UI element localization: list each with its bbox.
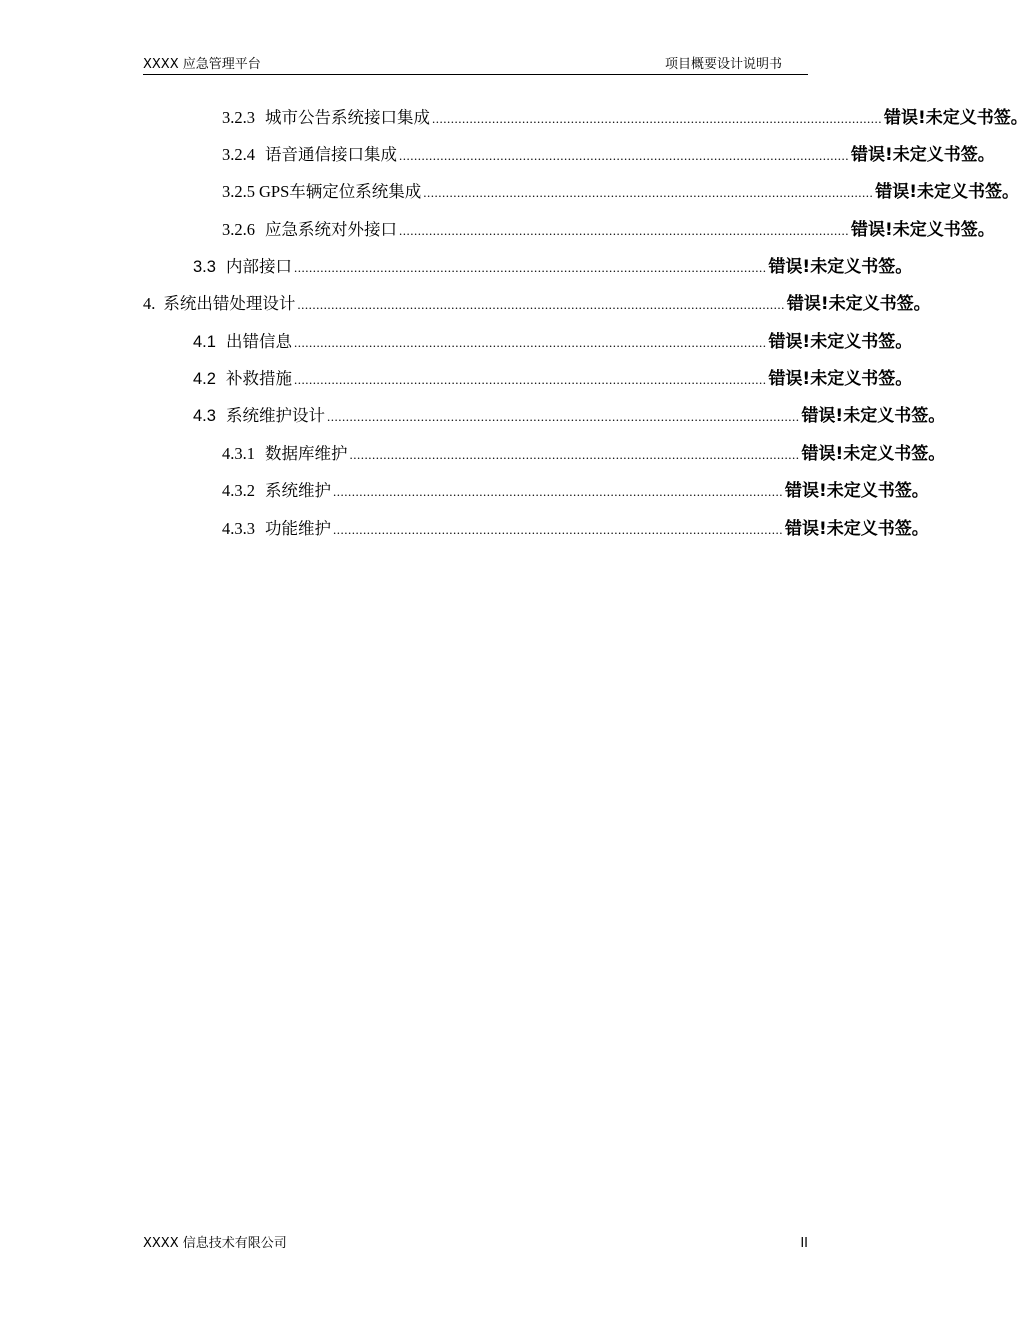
footer-company-name: XXXX 信息技术有限公司 — [143, 1236, 287, 1251]
toc-dot-leader: ........................................................................................................................ — [423, 185, 874, 200]
toc-entry-page: 错误!未定义书签。 — [875, 182, 1020, 202]
toc-entry[interactable] — [193, 403, 946, 429]
toc-entry-title: 系统维护设计 — [225, 406, 325, 425]
toc-entry-number: 3.2.4 — [222, 145, 255, 164]
toc-entry[interactable] — [222, 217, 995, 243]
toc-dot-leader: ........................................................................................................................ — [399, 148, 849, 163]
toc-dot-leader: ........................................................................................................................ — [333, 484, 783, 499]
page-header — [143, 56, 808, 75]
toc-entry-number: 4.1 — [193, 333, 216, 351]
toc-entry-number: 4.3.3 — [222, 519, 255, 538]
toc-entry-title: 补救措施 — [225, 369, 292, 388]
footer-page-number: II — [800, 1236, 808, 1251]
toc-entry-page: 错误!未定义书签。 — [801, 406, 946, 426]
toc-entry-title: 应急系统对外接口 — [265, 220, 397, 239]
toc-dot-leader: ........................................................................................................................ — [399, 223, 849, 238]
toc-entry[interactable] — [222, 441, 946, 467]
toc-entry-page: 错误!未定义书签。 — [851, 220, 995, 240]
toc-dot-leader: .............................................................................................................................. — [293, 260, 767, 275]
toc-entry-title: 系统维护 — [265, 481, 331, 500]
toc-entry-number: 3.2.3 — [222, 108, 255, 127]
toc-entry-number: 4.3.1 — [222, 444, 255, 463]
toc-entry-number: 4.2 — [193, 370, 216, 388]
toc-entry-title: 系统出错处理设计 — [163, 294, 296, 313]
toc-dot-leader: .................................................................................................................................. — [297, 297, 785, 312]
toc-dot-leader: ........................................................................................................................ — [432, 111, 882, 126]
toc-entry[interactable] — [222, 478, 929, 504]
toc-entry[interactable] — [222, 516, 929, 542]
toc-entry-number: 3.3 — [193, 258, 216, 276]
toc-entry-page: 错误!未定义书签。 — [851, 145, 995, 165]
toc-entry-number: 3.2.6 — [222, 220, 255, 239]
toc-entry-page: 错误!未定义书签。 — [786, 294, 931, 314]
toc-entry-title: 出错信息 — [225, 332, 292, 351]
toc-entry[interactable] — [193, 366, 913, 392]
toc-entry-title: 语音通信接口集成 — [265, 145, 397, 164]
toc-entry-title: 功能维护 — [265, 519, 331, 538]
toc-dot-leader: .............................................................................................................................. — [326, 409, 800, 424]
toc-entry-title: 内部接口 — [225, 257, 292, 276]
toc-entry[interactable] — [193, 329, 913, 355]
toc-entry-number: 4.3.2 — [222, 481, 255, 500]
page-footer — [143, 1234, 808, 1254]
toc-entry-page: 错误!未定义书签。 — [768, 332, 913, 352]
toc-entry-page: 错误!未定义书签。 — [884, 108, 1028, 128]
toc-entry[interactable] — [143, 291, 931, 317]
toc-entry[interactable] — [193, 254, 913, 280]
toc-entry-title: 城市公告系统接口集成 — [265, 108, 430, 127]
toc-entry-page: 错误!未定义书签。 — [785, 481, 929, 501]
toc-entry-number: 4.3 — [193, 407, 216, 425]
toc-dot-leader: ........................................................................................................................ — [333, 522, 783, 537]
toc-dot-leader: .............................................................................................................................. — [293, 372, 767, 387]
toc-entry[interactable] — [222, 142, 995, 168]
toc-entry-page: 错误!未定义书签。 — [768, 257, 913, 277]
toc-entry-page: 错误!未定义书签。 — [768, 369, 913, 389]
toc-entry[interactable] — [222, 105, 1028, 131]
toc-entry-page: 错误!未定义书签。 — [801, 444, 946, 464]
toc-dot-leader: .............................................................................................................................. — [293, 335, 767, 350]
toc-entry[interactable] — [222, 179, 1020, 205]
header-project-name: XXXX 应急管理平台 — [143, 57, 261, 72]
header-document-title: 项目概要设计说明书 — [664, 57, 782, 72]
toc-entry-page: 错误!未定义书签。 — [785, 519, 929, 539]
toc-entry-number: 3.2.5 — [222, 182, 255, 201]
toc-entry-title: 数据库维护 — [265, 444, 348, 463]
toc-entry-title: GPS车辆定位系统集成 — [259, 182, 422, 201]
toc-dot-leader: ........................................................................................................................ — [349, 447, 800, 462]
toc-entry-number: 4. — [143, 294, 156, 313]
